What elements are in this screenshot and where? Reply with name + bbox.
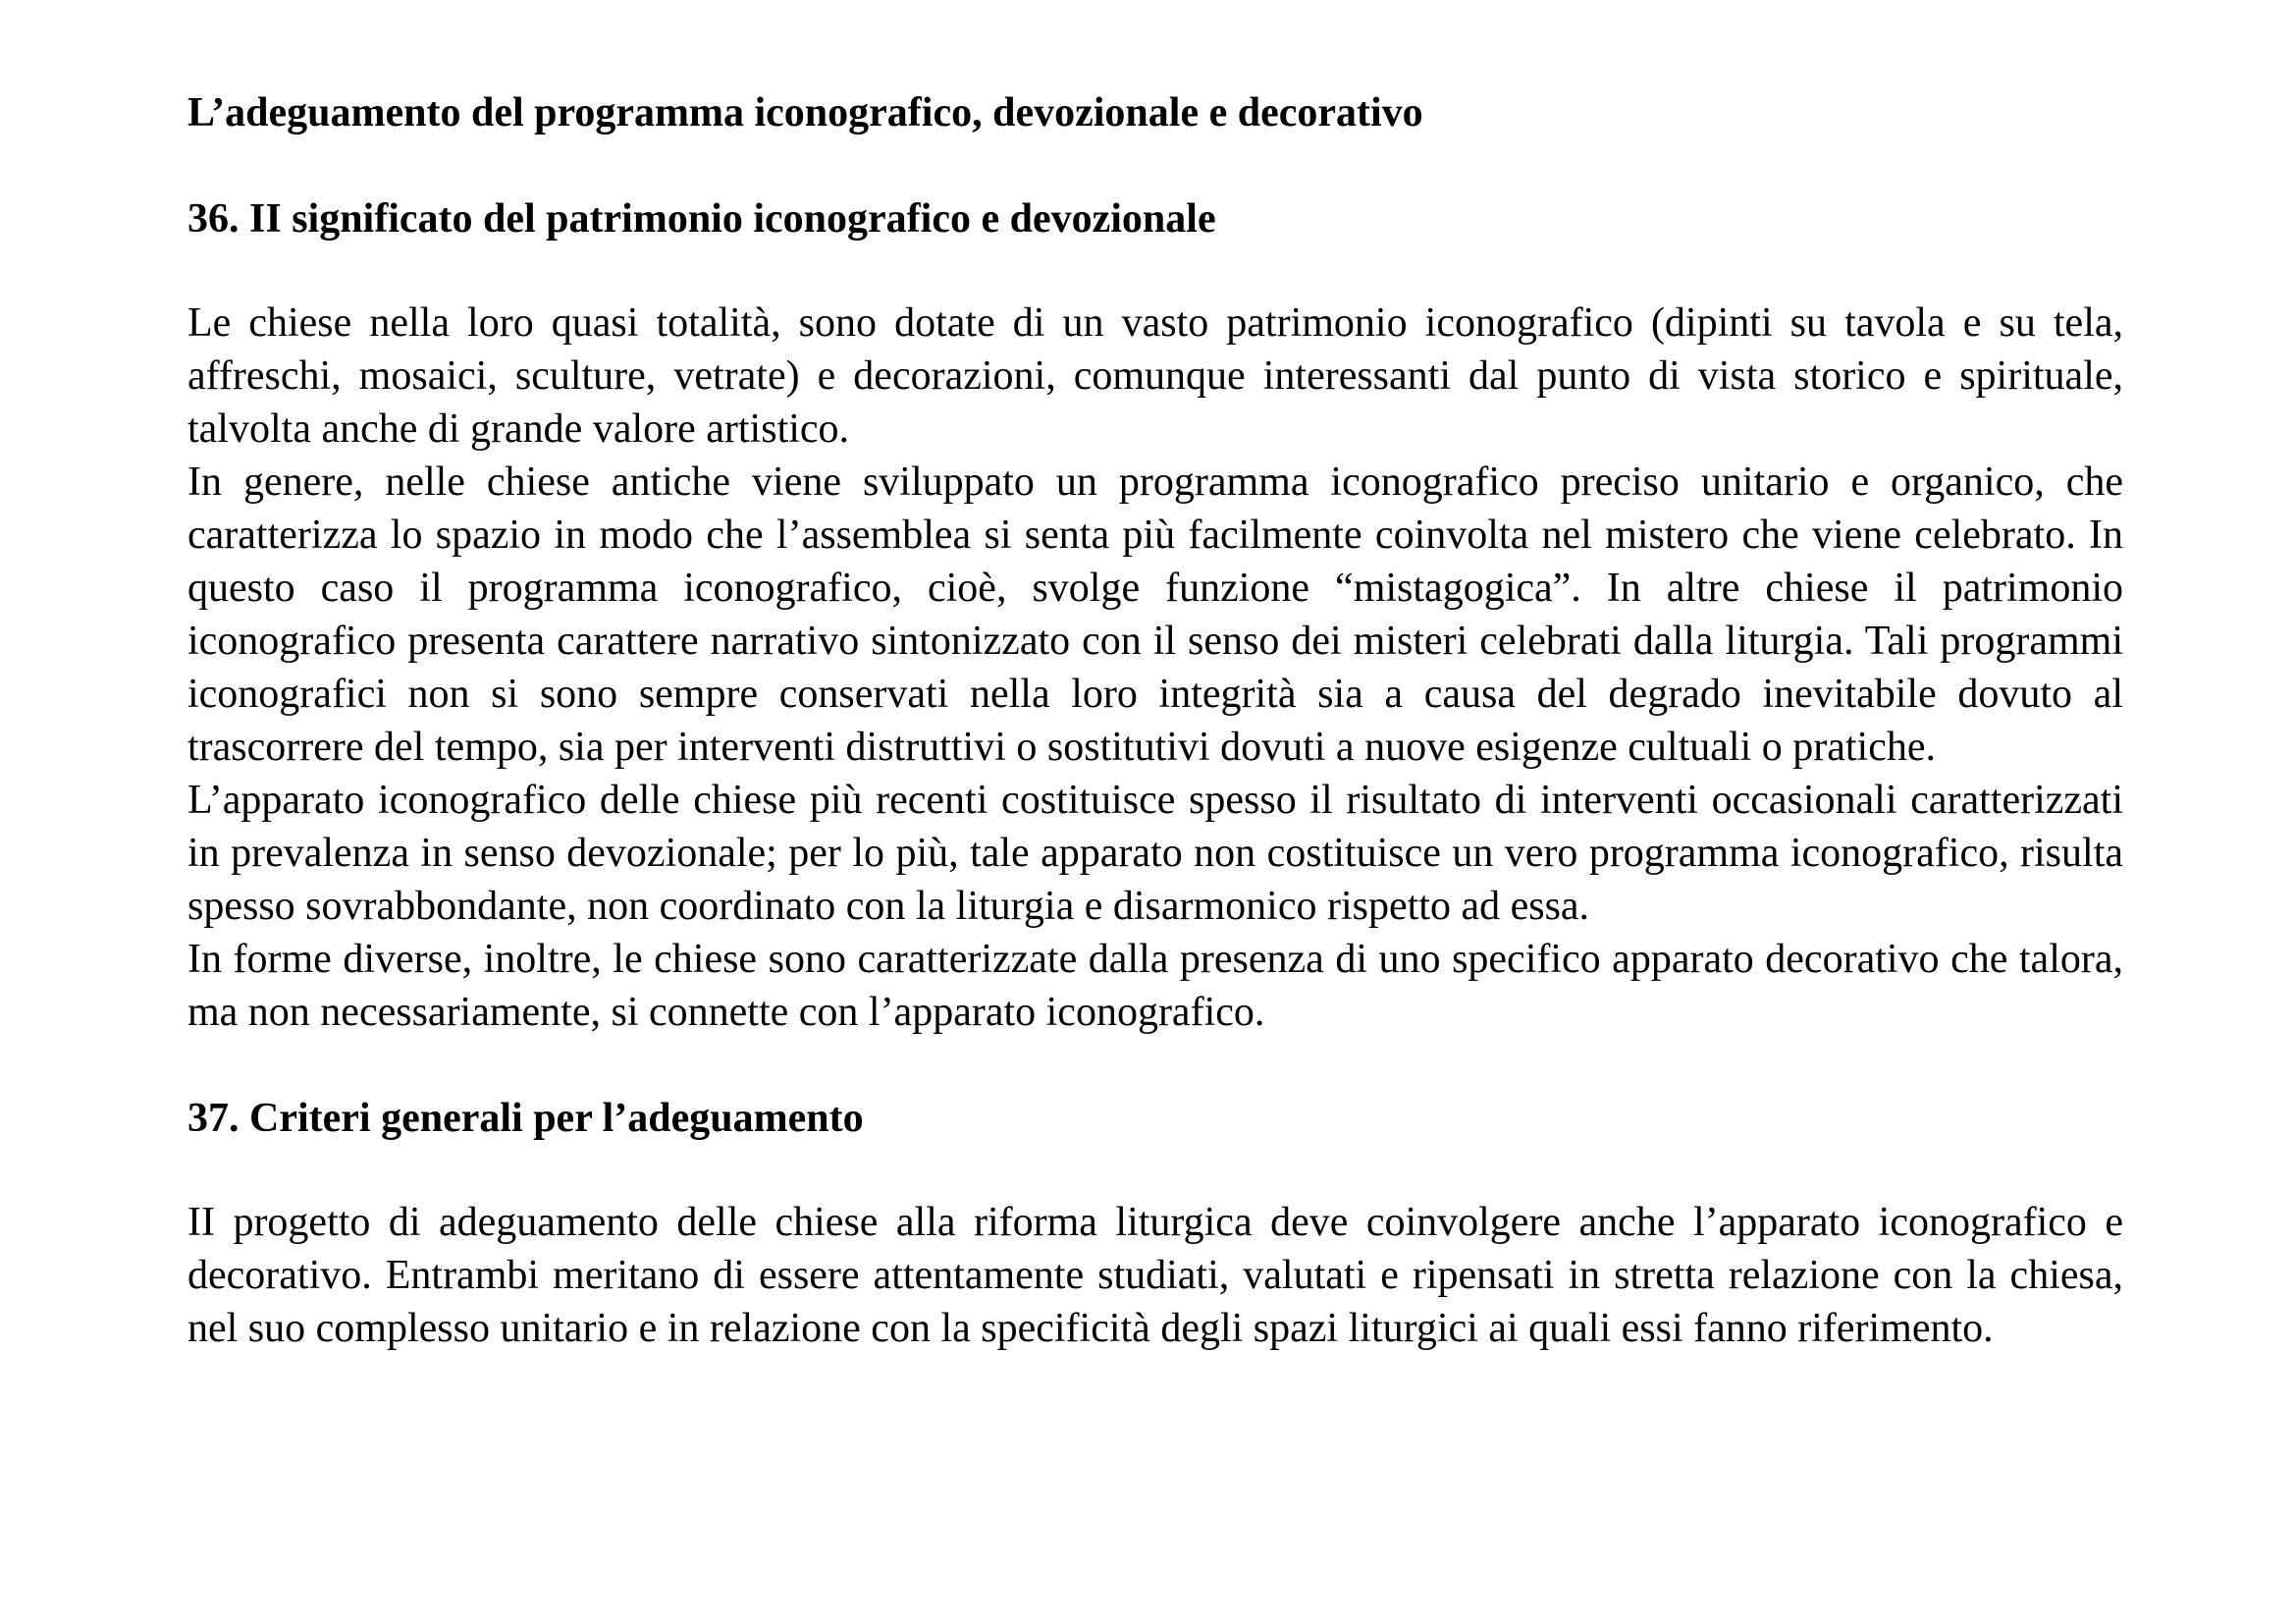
paragraph: Le chiese nella loro quasi totalità, sono dotate di un vasto patrimonio iconografico (dipinti su tavola e su tela, affreschi, mosaici, sculture, vetrate) e decorazioni, comunque interessanti dal punto di vista storico e spirituale, talvolta anche di grande valore artistico. — [187, 300, 2123, 452]
section-heading: 37. Criteri generali per l’adeguamento — [187, 1096, 864, 1141]
section-37 — [187, 1092, 2123, 1355]
section-heading: 36. II significato del patrimonio iconografico e devozionale — [187, 196, 1216, 242]
document-page — [187, 86, 2123, 1355]
document-title: L’adeguamento del programma iconografico, devozionale e decorativo — [187, 90, 1423, 135]
paragraph: L’apparato iconografico delle chiese più recenti costituisce spesso il risultato di interventi occasionali caratterizzati in prevalenza in senso devozionale; per lo più, tale apparato non costituisce un vero programma iconografico, risulta spesso sovrabbondante, non coordinato con la liturgia e disarmonico rispetto ad essa. — [187, 778, 2123, 929]
paragraph: In forme diverse, inoltre, le chiese sono caratterizzate dalla presenza di uno specifico apparato decorativo che talora, ma non necessariamente, si connette con l’apparato iconografico. — [187, 937, 2123, 1035]
paragraph: II progetto di adeguamento delle chiese alla riforma liturgica deve coinvolgere anche l’apparato iconografico e decorativo. Entrambi meritano di essere attentamente studiati, valutati e ripensati in stretta relazione con la chiesa, nel suo complesso unitario e in relazione con la specificità degli spazi liturgici ai quali essi fanno riferimento. — [187, 1200, 2123, 1351]
paragraph: In genere, nelle chiese antiche viene sviluppato un programma iconografico preciso unitario e organico, che caratterizza lo spazio in modo che l’assemblea si senta più facilmente coinvolta nel mistero che viene celebrato. In questo caso il programma iconografico, cioè, svolge funzione “mistagogica”. In altre chiese il patrimonio iconografico presenta carattere narrativo sintonizzato con il senso dei misteri celebrati dalla liturgia. Tali programmi iconografici non si sono sempre conservati nella loro integrità sia a causa del degrado inevitabile dovuto al trascorrere del tempo, sia per interventi distruttivi o sostitutivi dovuti a nuove esigenze cultuali o pratiche. — [187, 460, 2123, 770]
section-36 — [187, 192, 2123, 1039]
